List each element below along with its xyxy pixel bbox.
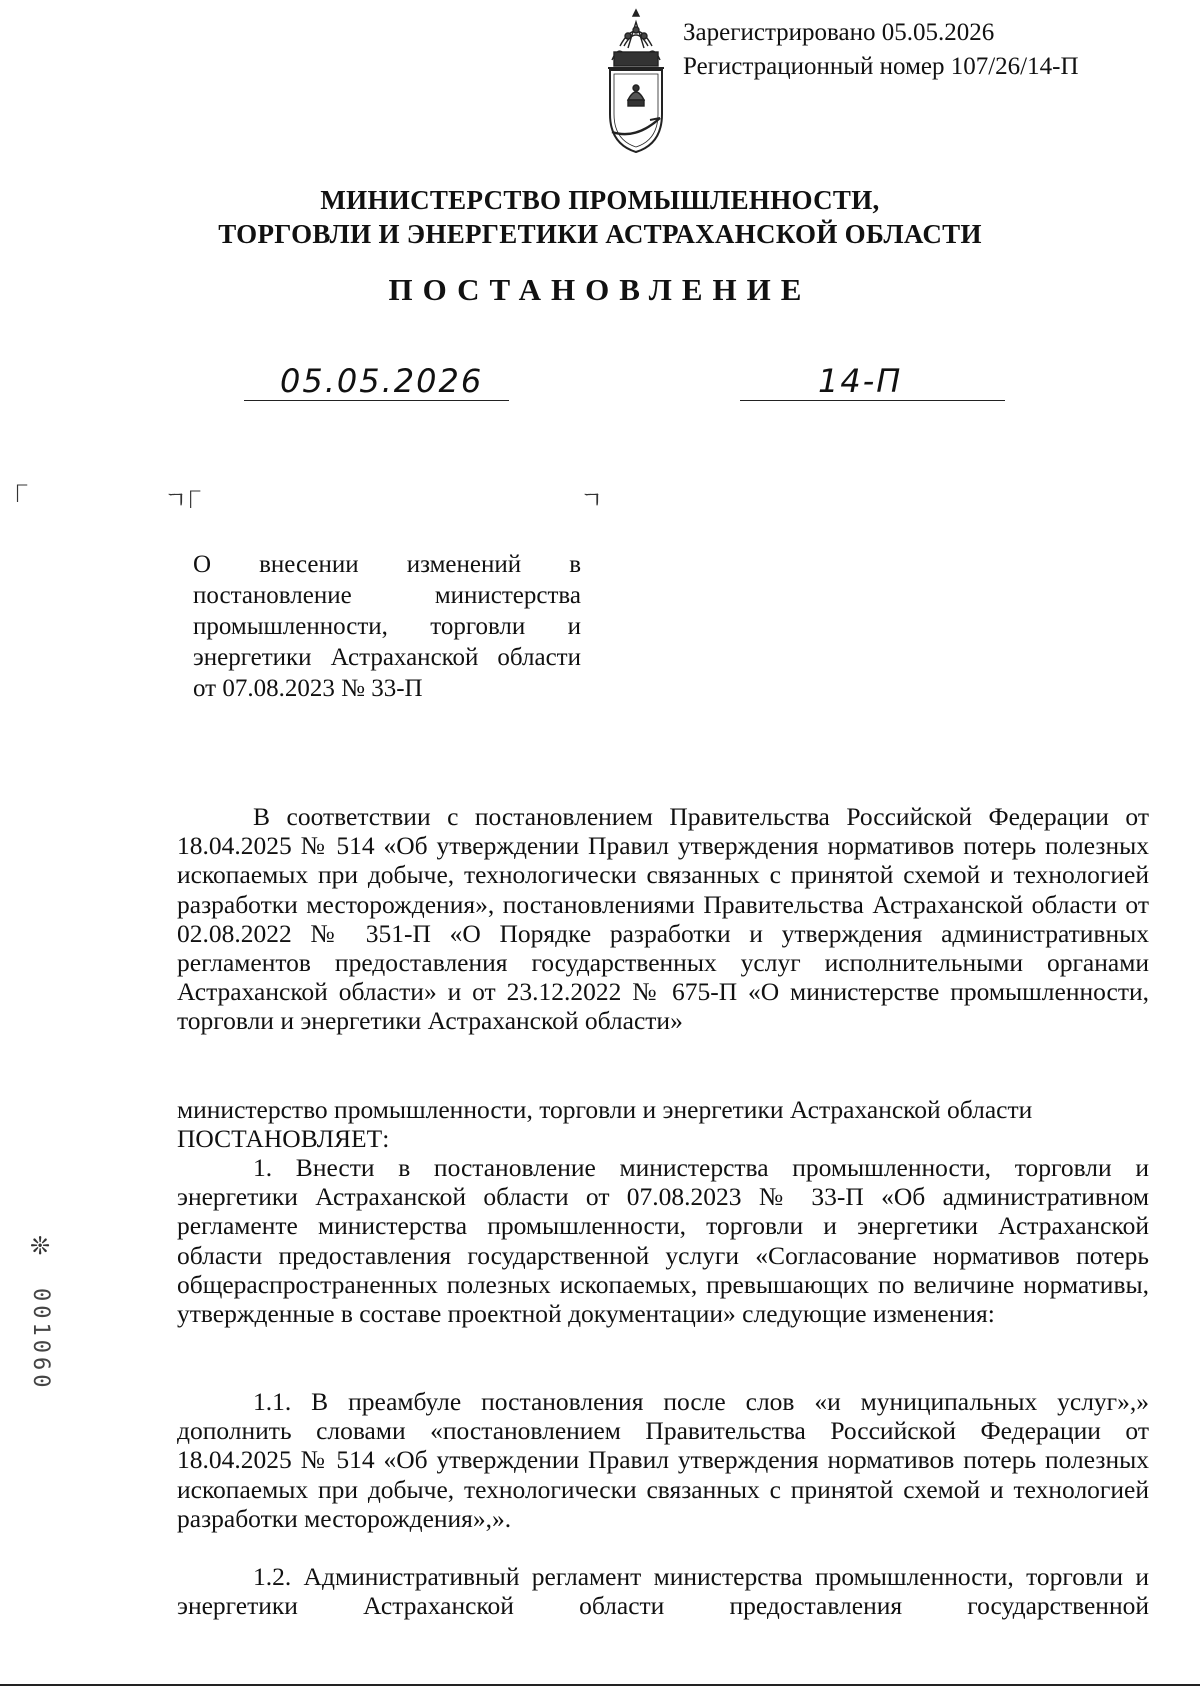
page-bottom-rule (0, 1684, 1200, 1686)
registration-number: Регистрационный номер 107/26/14-П (683, 53, 1079, 80)
issuer-line: министерство промышленности, торговли и энергетики Астраханской области (177, 1095, 1033, 1124)
resolves-line: ПОСТАНОВЛЯЕТ: (177, 1124, 390, 1153)
preamble-paragraph: В соответствии с постановлением Правительства Российской Федерации от 18.04.2025 № 514 «Об утверждении Правил утверждения нормативов потерь полезных ископаемых при добыче, технологически связанных с принятой схемой и технологией разработки месторождения», постановлениями Правительства Астраханской области от 02.08.2022 № 351-П «О Порядке разработки и утверждения административных регламентов предоставления государственных услуг исполнительными органами Астраханской области» и от 23.12.2022 № 675-П «О министерстве промышленности, торговли и энергетики Астраханской области» (177, 802, 1149, 1036)
item-1-1-paragraph: 1.1. В преамбуле постановления после слов «и муниципальных услуг»,» дополнить словами «постановлением Правительства Российской Федерации от 18.04.2025 № 514 «Об утверждении Правил утверждения нормативов потерь полезных ископаемых при добыче, технологически связанных с принятой схемой и технологией разработки месторождения»,». (177, 1387, 1149, 1533)
document-type-title: ПОСТАНОВЛЕНИЕ (388, 272, 812, 307)
ministry-name-line1: МИНИСТЕРСТВО ПРОМЫШЛЕННОСТИ, (320, 185, 880, 215)
document-date: 05.05.2026 (280, 362, 484, 400)
bracket-subject-close: ㄱ (580, 486, 604, 514)
ministry-name-line2: ТОРГОВЛИ И ЭНЕРГЕТИКИ АСТРАХАНСКОЙ ОБЛАСТИ (218, 219, 982, 249)
bracket-left-open: Г (14, 480, 28, 508)
margin-star-icon: ❊ (30, 1232, 51, 1260)
bracket-subject-open: ㄱГ (164, 486, 201, 514)
date-underline (244, 400, 509, 401)
coat-of-arms-emblem (598, 8, 674, 156)
document-subject: О внесении изменений в постановление министерства промышленности, торговли и энергетики Астраханской области от 07.08.2023 № 33-П (193, 551, 581, 702)
item-1-2-paragraph: 1.2. Административный регламент министерства промышленности, торговли и энергетики Астраханской области предоставления государственной (177, 1562, 1149, 1621)
document-number: 14-П (818, 362, 903, 400)
margin-stamp-code: 001060 (28, 1288, 53, 1392)
number-underline (740, 400, 1005, 401)
item-1-paragraph: 1. Внести в постановление министерства промышленности, торговли и энергетики Астраханской области от 07.08.2023 № 33-П «Об административном регламенте министерства промышленности, торговли и энергетики Астраханской области предоставления государственной услуги «Согласование нормативов потерь общераспространенных полезных ископаемых, превышающих по величине нормативы, утвержденные в составе проектной документации» следующие изменения: (177, 1153, 1149, 1329)
registration-date: Зарегистрировано 05.05.2026 (683, 19, 995, 46)
